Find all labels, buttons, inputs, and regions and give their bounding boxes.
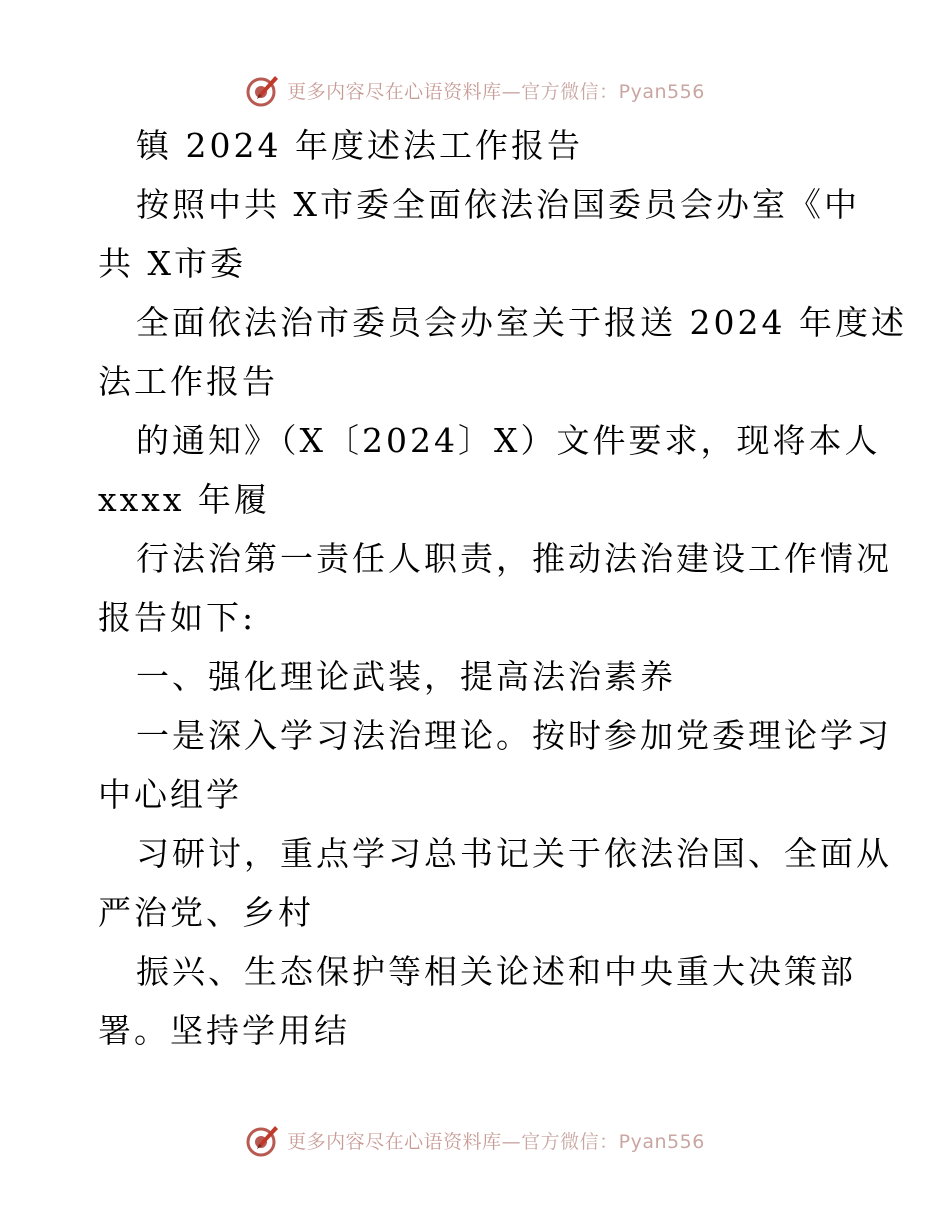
text-line: 中心组学 xyxy=(98,775,242,814)
text-line: 的通知》（X〔2024〕X）文件要求，现将本人 xyxy=(136,421,881,460)
text-line: xxxx 年履 xyxy=(98,480,270,519)
section-heading: 一、强化理论武装，提高法治素养 xyxy=(136,657,676,696)
text-line: 全面依法治市委员会办室关于报送 2024 年度述 xyxy=(136,303,907,342)
pen-logo-icon xyxy=(245,1122,281,1158)
text-line: 署。坚持学用结 xyxy=(98,1011,350,1050)
document-title: 镇 2024 年度述法工作报告 xyxy=(136,126,583,165)
text-line: 法工作报告 xyxy=(98,362,278,401)
text-line: 一是深入学习法治理论。按时参加党委理论学习 xyxy=(136,716,892,755)
watermark-text: 更多内容尽在心语资料库—官方微信：Pyan556 xyxy=(287,1130,705,1153)
watermark-footer xyxy=(0,1120,950,1160)
watermark-text: 更多内容尽在心语资料库—官方微信：Pyan556 xyxy=(287,80,705,103)
text-line: 按照中共 X市委全面依法治国委员会办室《中 xyxy=(136,185,860,224)
watermark-header xyxy=(0,70,950,110)
pen-logo-icon xyxy=(245,72,281,108)
text-line: 习研讨，重点学习总书记关于依法治国、全面从 xyxy=(136,834,892,873)
text-line: 振兴、生态保护等相关论述和中央重大决策部 xyxy=(136,952,856,991)
text-line: 报告如下: xyxy=(98,598,257,637)
text-line: 严治党、乡村 xyxy=(98,893,314,932)
text-line: 共 X市委 xyxy=(98,244,246,283)
text-line: 行法治第一责任人职责，推动法治建设工作情况 xyxy=(136,539,892,578)
